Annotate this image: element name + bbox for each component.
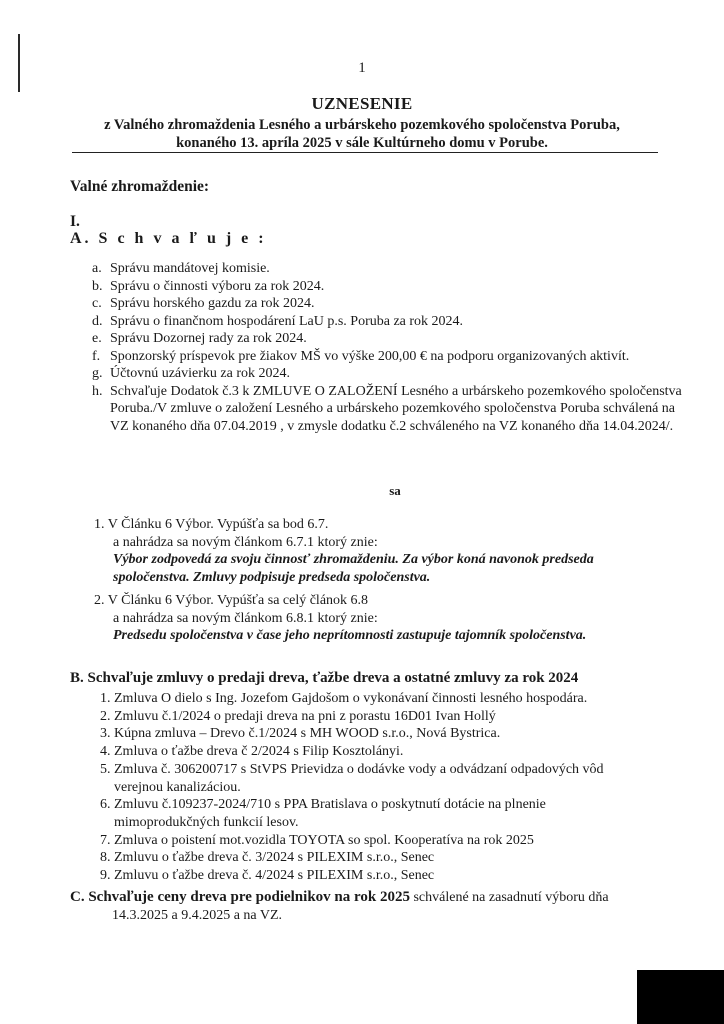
item-marker: d.	[92, 313, 103, 329]
document-subtitle-line2: konaného 13. apríla 2025 v sále Kultúrneho domu v Porube.	[176, 135, 548, 151]
list-item	[92, 260, 692, 278]
item-text: Správu horského gazdu za rok 2024.	[110, 296, 315, 311]
section-b-list	[100, 690, 700, 885]
item-marker: b.	[92, 278, 103, 294]
list-item	[92, 295, 692, 313]
list-item: 3. Kúpna zmluva – Drevo č.1/2024 s MH WOOD s.r.o., Nová Bystrica.	[100, 726, 501, 742]
sa-label: sa	[389, 483, 401, 498]
list-item	[92, 348, 692, 366]
list-item	[92, 383, 692, 436]
item-text: Účtovnú uzávierku za rok 2024.	[110, 366, 290, 381]
document-title: UZNESENIE	[311, 94, 413, 113]
list-item	[92, 313, 692, 331]
section-a-heading: A. S c h v a ľ u j e :	[70, 230, 267, 247]
item-text: Správu o finančnom hospodárení LaU p.s. Poruba za rok 2024.	[110, 313, 464, 329]
amendment-line: 1. V Článku 6 Výbor. Vypúšťa sa bod 6.7.	[94, 517, 329, 532]
amendment-line: a nahrádza sa novým článkom 6.8.1 ktorý znie:	[113, 610, 378, 626]
item-marker: f.	[92, 348, 101, 364]
amendment-new-text: Predsedu spoločenstva v čase jeho neprítomnosti zastupuje tajomník spoločenstva.	[113, 628, 587, 643]
item-text: Správu Dozornej rady za rok 2024.	[110, 331, 307, 346]
list-item: 5. Zmluva č. 306200717 s StVPS Prievidza o dodávke vody a odvádzaní odpadových vôd	[100, 761, 604, 777]
page-number: 1	[358, 60, 366, 76]
section-c	[70, 888, 670, 925]
list-item: 9. Zmluvu o ťažbe dreva č. 4/2024 s PILEXIM s.r.o., Senec	[100, 868, 435, 884]
list-item: 2. Zmluvu č.1/2024 o predaji dreva na pni z porastu 16D01 Ivan Hollý	[100, 708, 496, 724]
item-marker: g.	[92, 366, 103, 381]
list-item: 1. Zmluva O dielo s Ing. Jozefom Gajdošom o vykonávaní činnosti lesného hospodára.	[100, 691, 588, 706]
redaction-block	[637, 970, 724, 1024]
item-text: Správu mandátovej komisie.	[110, 261, 270, 276]
list-item	[92, 278, 692, 296]
document-subtitle-line1: z Valného zhromaždenia Lesného a urbárskeho pozemkového spoločenstva Poruba,	[104, 117, 620, 133]
list-item: 8. Zmluvu o ťažbe dreva č. 3/2024 s PILEXIM s.r.o., Senec	[100, 850, 435, 866]
roman-numeral: I.	[70, 213, 80, 230]
list-item-continuation: mimoprodukčných funkcií lesov.	[114, 814, 299, 830]
amendment-line: a nahrádza sa novým článkom 6.7.1 ktorý znie:	[113, 534, 378, 550]
item-marker: c.	[92, 296, 102, 311]
item-text: Sponzorský príspevok pre žiakov MŠ vo výške 200,00 € na podporu organizovaných aktivít.	[110, 348, 630, 364]
section-c-heading: C. Schvaľuje ceny dreva pre podielnikov na rok 2025	[70, 889, 410, 905]
header-divider	[72, 152, 658, 153]
list-item: 7. Zmluva o poistení mot.vozidla TOYOTA so spol. Kooperatíva na rok 2025	[100, 832, 534, 848]
list-item: 4. Zmluva o ťažbe dreva č 2/2024 s Filip Kosztolányi.	[100, 744, 404, 760]
amendment-new-text: Výbor zodpovedá za svoju činnosť zhromaždeniu. Za výbor koná navonok predseda spoločenstva. Zmluvy podpisuje predseda spoločenstva.	[113, 552, 594, 585]
item-text: Schvaľuje Dodatok č.3 k ZMLUVE O ZALOŽENÍ Lesného a urbárskeho pozemkového spoločenstva Poruba./V zmluve o založení Lesného a urbárskeho pozemkového spoločenstva Poruba schválená na VZ konaného dňa 07.04.2019 , v zmysle dodatku č.2 schváleného na VZ konaného dňa 14.04.2024/.	[110, 383, 682, 434]
amendment-line: 2. V Článku 6 Výbor. Vypúšťa sa celý článok 6.8	[94, 593, 369, 608]
item-marker: a.	[92, 261, 102, 276]
section-c-continuation: 14.3.2025 a 9.4.2025 a na VZ.	[112, 908, 283, 923]
section-c-heading-rest: schválené na zasadnutí výboru dňa	[409, 890, 609, 905]
list-item	[92, 365, 692, 383]
assembly-heading: Valné zhromaždenie:	[70, 178, 210, 195]
item-marker: e.	[92, 331, 102, 346]
list-item-continuation: verejnou kanalizáciou.	[114, 779, 241, 795]
item-marker: h.	[92, 383, 103, 399]
item-text: Správu o činnosti výboru za rok 2024.	[110, 278, 325, 294]
list-item: 6. Zmluvu č.109237-2024/710 s PPA Bratislava o poskytnutí dotácie na plnenie	[100, 797, 546, 813]
section-a-list	[92, 260, 692, 435]
amendment-1	[94, 516, 654, 586]
list-item	[92, 330, 692, 348]
section-b-heading: B. Schvaľuje zmluvy o predaji dreva, ťažbe dreva a ostatné zmluvy za rok 2024	[70, 670, 579, 686]
amendment-2	[94, 592, 694, 645]
